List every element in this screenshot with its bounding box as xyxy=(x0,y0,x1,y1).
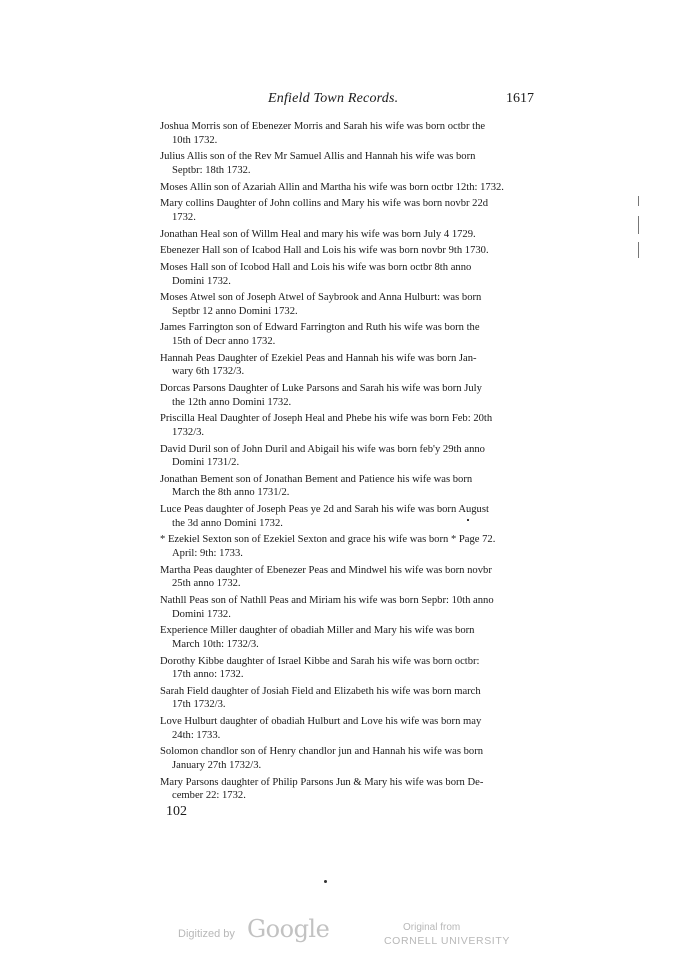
record-line: Mary Parsons daughter of Philip Parsons Jun & Mary his wife was born De- xyxy=(160,776,484,788)
record-line: Love Hulburt daughter of obadiah Hulburt and Love his wife was born may xyxy=(160,716,482,728)
record-continuation: 15th of Decr anno 1732. xyxy=(172,336,276,348)
margin-marks xyxy=(638,196,640,260)
record-entry xyxy=(160,503,538,530)
record-continuation: Domini 1731/2. xyxy=(172,457,240,469)
record-entry xyxy=(160,533,538,560)
google-logo: Google xyxy=(247,915,330,943)
page-number: 1617 xyxy=(506,91,534,106)
record-line: * Ezekiel Sexton son of Ezekiel Sexton and grace his wife was born * Page 72. xyxy=(160,534,496,546)
record-continuation: 17th 1732/3. xyxy=(172,699,226,711)
record-continuation: wary 6th 1732/3. xyxy=(172,366,245,378)
record-entry xyxy=(160,715,538,742)
record-entry xyxy=(160,564,538,591)
record-entry xyxy=(160,261,538,288)
record-entry xyxy=(160,120,538,147)
record-continuation: 1732/3. xyxy=(172,426,205,438)
record-continuation: March the 8th anno 1731/2. xyxy=(172,487,290,499)
record-entry xyxy=(160,443,538,470)
record-entry xyxy=(160,685,538,712)
record-line: Nathll Peas son of Nathll Peas and Miriam his wife was born Sepbr: 10th anno xyxy=(160,595,494,606)
record-line: Moses Hall son of Icobod Hall and Lois his wife was born octbr 8th anno xyxy=(160,261,472,273)
record-entry xyxy=(160,473,538,500)
record-line: James Farrington son of Edward Farrington and Ruth his wife was born the xyxy=(160,322,480,334)
page-header-title: Enfield Town Records. xyxy=(268,91,399,106)
record-entry xyxy=(160,352,538,379)
institution-label: CORNELL UNIVERSITY xyxy=(384,935,510,947)
record-line: Moses Allin son of Azariah Allin and Martha his wife was born octbr 12th: 1732. xyxy=(160,181,504,193)
record-line: Solomon chandlor son of Henry chandlor jun and Hannah his wife was born xyxy=(160,746,484,758)
record-continuation: 1732. xyxy=(172,211,196,223)
record-entry xyxy=(160,228,538,242)
record-continuation: 24th: 1733. xyxy=(172,729,221,741)
stray-mark xyxy=(467,519,469,521)
record-continuation: April: 9th: 1733. xyxy=(172,548,243,560)
record-line: Priscilla Heal Daughter of Joseph Heal and Phebe his wife was born Feb: 20th xyxy=(160,413,493,425)
record-continuation: Septbr 12 anno Domini 1732. xyxy=(172,305,298,317)
record-line: Mary collins Daughter of John collins and Mary his wife was born novbr 22d xyxy=(160,198,489,210)
record-entry xyxy=(160,291,538,318)
record-continuation: 25th anno 1732. xyxy=(172,578,241,590)
record-entry xyxy=(160,745,538,772)
record-continuation: 17th anno: 1732. xyxy=(172,669,244,681)
record-line: Dorothy Kibbe daughter of Israel Kibbe and Sarah his wife was born octbr: xyxy=(160,655,480,667)
leaf-number: 102 xyxy=(166,803,187,819)
record-continuation: the 3d anno Domini 1732. xyxy=(172,517,283,529)
record-continuation: Septbr: 18th 1732. xyxy=(172,164,251,176)
record-entry xyxy=(160,382,538,409)
record-line: Experience Miller daughter of obadiah Miller and Mary his wife was born xyxy=(160,625,475,637)
record-continuation: March 10th: 1732/3. xyxy=(172,638,259,650)
record-entry xyxy=(160,412,538,439)
record-continuation: the 12th anno Domini 1732. xyxy=(172,396,292,408)
record-line: Luce Peas daughter of Joseph Peas ye 2d and Sarah his wife was born August xyxy=(160,504,489,516)
record-entry xyxy=(160,150,538,177)
record-line: Dorcas Parsons Daughter of Luke Parsons and Sarah his wife was born July xyxy=(160,383,482,395)
record-continuation: Domini 1732. xyxy=(172,608,231,620)
record-line: Moses Atwel son of Joseph Atwel of Saybrook and Anna Hulburt: was born xyxy=(160,292,482,304)
record-entry xyxy=(160,624,538,651)
record-entry xyxy=(160,181,538,195)
record-entry xyxy=(160,244,538,258)
record-continuation: January 27th 1732/3. xyxy=(172,760,262,771)
record-line: Joshua Morris son of Ebenezer Morris and Sarah his wife was born octbr the xyxy=(160,121,486,132)
record-line: Jonathan Bement son of Jonathan Bement and Patience his wife was born xyxy=(160,473,473,485)
record-line: Martha Peas daughter of Ebenezer Peas and Mindwel his wife was born novbr xyxy=(160,564,492,576)
digitized-by-label: Digitized by xyxy=(178,928,235,940)
record-continuation: Domini 1732. xyxy=(172,275,231,287)
record-entry xyxy=(160,776,538,803)
record-line: Jonathan Heal son of Willm Heal and mary his wife was born July 4 1729. xyxy=(160,228,476,240)
record-entry xyxy=(160,594,538,621)
record-line: Julius Allis son of the Rev Mr Samuel Allis and Hannah his wife was born xyxy=(160,151,476,163)
records-list xyxy=(160,120,538,820)
record-line: Hannah Peas Daughter of Ezekiel Peas and Hannah his wife was born Jan- xyxy=(160,352,477,364)
record-continuation: 10th 1732. xyxy=(172,134,218,146)
record-entry xyxy=(160,655,538,682)
record-line: Ebenezer Hall son of Icabod Hall and Lois his wife was born novbr 9th 1730. xyxy=(160,245,489,257)
original-from-label: Original from xyxy=(403,922,461,933)
record-entry xyxy=(160,197,538,224)
page-dot xyxy=(324,880,327,883)
record-line: Sarah Field daughter of Josiah Field and Elizabeth his wife was born march xyxy=(160,685,481,697)
record-line: David Duril son of John Duril and Abigail his wife was born feb'y 29th anno xyxy=(160,443,485,455)
record-entry xyxy=(160,321,538,348)
record-continuation: cember 22: 1732. xyxy=(172,790,246,802)
